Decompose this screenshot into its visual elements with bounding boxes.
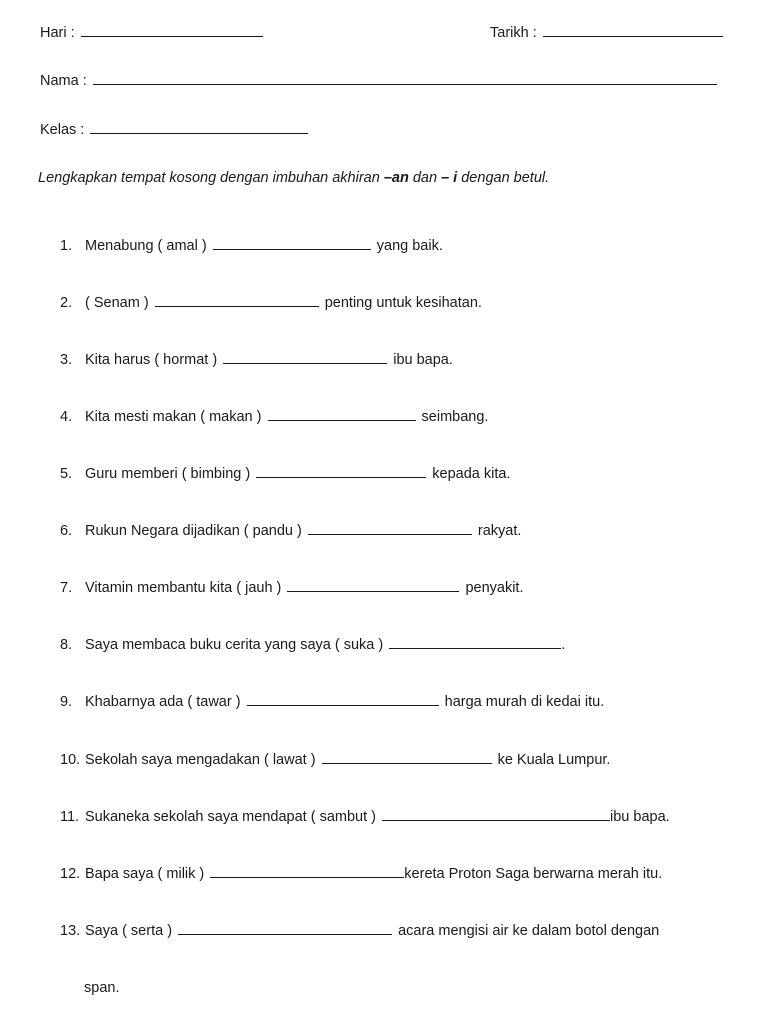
question-ending: penting untuk kesihatan. bbox=[324, 295, 482, 311]
question-prompt: Vitamin membantu kita ( jauh ) bbox=[85, 580, 282, 596]
question-4 bbox=[60, 409, 488, 425]
answer-blank[interactable] bbox=[382, 819, 610, 821]
tarikh-label: Tarikh : bbox=[490, 25, 537, 41]
hari-label: Hari : bbox=[40, 25, 75, 41]
question-number: 6. bbox=[60, 523, 73, 539]
question-prompt: Saya membaca buku cerita yang saya ( suka ) bbox=[85, 637, 384, 653]
question-prompt: ( Senam ) bbox=[85, 295, 149, 311]
suffix-an: –an bbox=[383, 170, 409, 186]
question-ending: rakyat. bbox=[477, 523, 522, 539]
question-number: 12. bbox=[60, 866, 81, 882]
nama-field bbox=[40, 73, 719, 89]
hari-field bbox=[40, 25, 265, 41]
answer-blank[interactable] bbox=[213, 248, 371, 250]
answer-blank[interactable] bbox=[223, 362, 387, 364]
question-number: 2. bbox=[60, 295, 73, 311]
answer-blank[interactable] bbox=[308, 533, 472, 535]
answer-blank[interactable] bbox=[287, 590, 459, 592]
question-9 bbox=[60, 694, 604, 710]
question-number: 11. bbox=[60, 809, 80, 825]
question-number: 5. bbox=[60, 466, 73, 482]
answer-blank[interactable] bbox=[247, 704, 439, 706]
question-8 bbox=[60, 637, 565, 653]
answer-blank[interactable] bbox=[256, 476, 426, 478]
answer-blank[interactable] bbox=[389, 647, 561, 649]
question-prompt: Menabung ( amal ) bbox=[85, 238, 207, 254]
answer-blank[interactable] bbox=[268, 419, 416, 421]
question-ending: ibu bapa. bbox=[393, 352, 453, 368]
question-prompt: Kita mesti makan ( makan ) bbox=[85, 409, 262, 425]
question-prompt: Sekolah saya mengadakan ( lawat ) bbox=[85, 752, 316, 768]
question-10 bbox=[60, 752, 610, 768]
question-7 bbox=[60, 580, 523, 596]
question-ending: kereta Proton Saga berwarna merah itu. bbox=[404, 866, 663, 882]
question-prompt: Guru memberi ( bimbing ) bbox=[85, 466, 251, 482]
question-number: 13. bbox=[60, 923, 81, 939]
question-2 bbox=[60, 295, 482, 311]
suffix-i: – i bbox=[441, 170, 458, 186]
question-number: 9. bbox=[60, 694, 73, 710]
question-ending: harga murah di kedai itu. bbox=[444, 694, 605, 710]
question-ending: ke Kuala Lumpur. bbox=[497, 752, 611, 768]
answer-blank[interactable] bbox=[178, 933, 392, 935]
answer-blank[interactable] bbox=[322, 762, 492, 764]
question-prompt: Bapa saya ( milik ) bbox=[85, 866, 205, 882]
question-number: 1. bbox=[60, 238, 73, 254]
nama-label: Nama : bbox=[40, 73, 87, 89]
question-ending: ibu bapa. bbox=[610, 809, 670, 825]
question-prompt: Sukaneka sekolah saya mendapat ( sambut ) bbox=[85, 809, 376, 825]
question-11 bbox=[60, 809, 670, 825]
kelas-field bbox=[40, 122, 310, 138]
question-number: 10. bbox=[60, 752, 81, 768]
question-1 bbox=[60, 238, 443, 254]
answer-blank[interactable] bbox=[155, 305, 319, 307]
instruction bbox=[38, 170, 549, 186]
question-prompt: Kita harus ( hormat ) bbox=[85, 352, 218, 368]
question-ending: penyakit. bbox=[465, 580, 524, 596]
question-number: 3. bbox=[60, 352, 73, 368]
kelas-label: Kelas : bbox=[40, 122, 85, 138]
question-13 bbox=[60, 923, 659, 939]
instruction-text-1: Lengkapkan tempat kosong dengan imbuhan akhiran bbox=[38, 170, 384, 186]
question-number: 4. bbox=[60, 409, 73, 425]
hari-blank[interactable] bbox=[81, 35, 263, 37]
question-ending: . bbox=[561, 637, 566, 653]
question-6 bbox=[60, 523, 521, 539]
question-ending: seimbang. bbox=[421, 409, 489, 425]
question-prompt: Saya ( serta ) bbox=[85, 923, 173, 939]
question-prompt: Rukun Negara dijadikan ( pandu ) bbox=[85, 523, 302, 539]
question-ending: yang baik. bbox=[376, 238, 443, 254]
tarikh-field bbox=[490, 25, 725, 41]
question-number: 7. bbox=[60, 580, 73, 596]
question-prompt: Khabarnya ada ( tawar ) bbox=[85, 694, 241, 710]
question-5 bbox=[60, 466, 510, 482]
question-13-continuation: span. bbox=[84, 980, 120, 996]
instruction-text-2: dan bbox=[408, 170, 442, 186]
question-12 bbox=[60, 866, 662, 882]
question-ending: acara mengisi air ke dalam botol dengan bbox=[398, 923, 660, 939]
tarikh-blank[interactable] bbox=[543, 35, 723, 37]
kelas-blank[interactable] bbox=[90, 132, 308, 134]
answer-blank[interactable] bbox=[210, 876, 404, 878]
question-number: 8. bbox=[60, 637, 73, 653]
instruction-text-3: dengan betul. bbox=[457, 170, 550, 186]
question-3 bbox=[60, 352, 453, 368]
question-ending: kepada kita. bbox=[432, 466, 511, 482]
nama-blank[interactable] bbox=[93, 83, 717, 85]
